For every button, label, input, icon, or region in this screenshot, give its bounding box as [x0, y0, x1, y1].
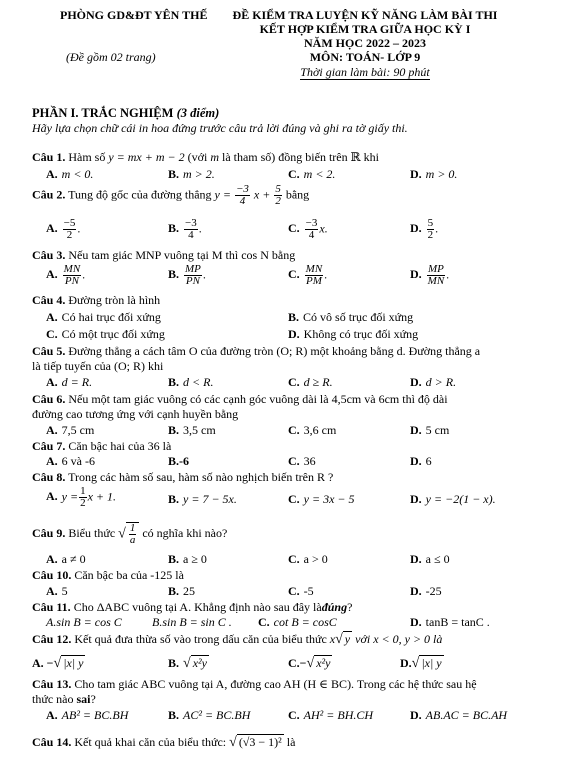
q2-option-d[interactable]: D. $\frac{5}{2}$ .	[410, 217, 439, 241]
q12-option-c[interactable]: C.−√ x²y	[288, 656, 331, 671]
q12-c-pre: C.−	[288, 656, 307, 670]
q2-f1-den: 4	[239, 195, 246, 207]
q3-b-frac	[184, 264, 202, 287]
q13-d-text: AB.AC = BC.AH	[425, 708, 508, 722]
q12-d-pre: D.	[400, 656, 412, 670]
q2-a-frac	[63, 218, 77, 241]
q12-b-radicand: x²y	[192, 656, 207, 670]
q7-a-text: 6 và -6	[61, 454, 95, 468]
q5-option-a[interactable]	[46, 375, 92, 390]
q14-text: Kết quả khai căn của biểu thức:	[74, 735, 227, 749]
q8-d-text: y = −2(1 − x).	[425, 492, 496, 506]
q11-a-text: A.sin B = cos C	[46, 615, 122, 629]
page-count-note: (Đề gồm 02 trang)	[66, 50, 156, 64]
q1-option-c[interactable]	[288, 167, 335, 182]
q3-option-d[interactable]: D. $\frac{MP}{MN}$ .	[410, 263, 450, 287]
q13-text-line2	[32, 692, 96, 707]
q12-expr-radicand: y	[344, 632, 351, 646]
q6-d-text: 5 cm	[425, 423, 450, 437]
q3-d-num: MP	[427, 263, 444, 275]
subject: MÔN: TOÁN- LỚP 9	[309, 50, 421, 64]
q9-c-text: a > 0	[303, 552, 328, 566]
q13-b-letter: B.	[168, 708, 180, 722]
q3-label: Câu 3.	[32, 248, 66, 262]
q13-option-c[interactable]	[288, 708, 373, 723]
q3-a-den: PN	[64, 275, 79, 287]
q2-option-a[interactable]: A. $\frac{-5}{2}$ .	[46, 217, 81, 241]
q8-option-a[interactable]	[46, 486, 116, 509]
q14-label: Câu 14.	[32, 735, 72, 749]
q3-option-b[interactable]: B. $\frac{MP}{PN}$ .	[168, 263, 206, 287]
q8-a-post: x + 1.	[87, 489, 117, 504]
q2-a-num: −5	[63, 217, 76, 229]
q10-option-b[interactable]	[168, 584, 195, 599]
q12-label: Câu 12.	[32, 632, 72, 646]
section-points: (3 điểm)	[176, 106, 220, 120]
q8-option-b[interactable]	[168, 492, 237, 507]
q12-a-pre: A. −	[32, 656, 54, 670]
q11-label: Câu 11.	[32, 600, 71, 614]
q5-d-letter: D.	[410, 375, 422, 389]
q3-text: Nếu tam giác MNP vuông tại M thì cos N bằng	[68, 248, 296, 262]
q7-c-text: 36	[303, 454, 316, 468]
q2-d-den: 2	[427, 229, 434, 241]
q1-c-letter: C.	[288, 167, 300, 181]
question-7	[32, 439, 171, 454]
school-department: PHÒNG GD&ĐT YÊN THẾ	[60, 8, 208, 22]
q13-c-text: AH² = BH.CH	[303, 708, 374, 722]
q8-a-frac	[79, 486, 87, 509]
q13-a-letter: A.	[46, 708, 58, 722]
q6-text-line2: đường cao tương ứng với cạnh huyền bằng	[32, 407, 239, 421]
q13-b-text: AC² = BC.BH	[183, 708, 251, 722]
q1-text3: là tham số) đồng biến trên ℝ khi	[221, 150, 379, 164]
q12-text2: với x < 0, y > 0 là	[355, 632, 443, 646]
q4-option-b[interactable]	[288, 310, 413, 325]
q3-b-den: PN	[185, 275, 200, 287]
q2-option-b[interactable]: B. $\frac{-3}{4}$ .	[168, 217, 202, 241]
q3-a-frac	[63, 264, 82, 287]
question-8	[32, 470, 333, 485]
q9-option-c[interactable]	[288, 552, 328, 567]
q2-fraction-2	[274, 184, 282, 207]
q2-c-frac	[305, 218, 319, 241]
q8-c-text: y = 3x − 5	[303, 492, 355, 506]
q5-option-c[interactable]	[288, 375, 333, 390]
q13-text2a: thức nào	[32, 692, 74, 706]
q12-c-radicand: x²y	[316, 656, 331, 670]
q3-d-den: MN	[427, 275, 445, 287]
q10-option-d[interactable]	[410, 584, 442, 599]
q5-label: Câu 5.	[32, 344, 66, 358]
q7-option-d[interactable]	[410, 454, 432, 469]
q6-b-letter: B.	[168, 423, 180, 437]
q7-d-letter: D.	[410, 454, 422, 468]
q5-c-text: d ≥ R.	[303, 375, 333, 389]
q1-text2: (với	[187, 150, 208, 164]
q13-a-text: AB² = BC.BH	[61, 708, 129, 722]
q8-a-pre: y =	[61, 489, 79, 504]
q4-b-text: Có vô số trục đối xứng	[303, 310, 414, 324]
q14-expr: (√3 − 1)²	[238, 735, 282, 749]
q1-option-a[interactable]	[46, 167, 93, 182]
q5-b-text: d < R.	[183, 375, 214, 389]
q11-option-c[interactable]	[258, 615, 337, 630]
q13-option-a[interactable]	[46, 708, 128, 723]
q9-a-letter: A.	[46, 552, 58, 566]
exam-title-line1: ĐỀ KIỂM TRA LUYỆN KỸ NĂNG LÀM BÀI THI	[232, 8, 498, 22]
q3-a-num: MN	[63, 263, 81, 275]
q9-rad-frac	[129, 523, 137, 546]
q3-a-letter: A.	[46, 267, 58, 282]
q8-text: Trong các hàm số sau, hàm số nào nghịch biến trên R ?	[68, 470, 334, 484]
q9-b-text: a ≥ 0	[183, 552, 207, 566]
q7-a-letter: A.	[46, 454, 58, 468]
q2-a-letter: A.	[46, 221, 58, 236]
q1-formula: y = mx + m − 2	[108, 150, 185, 164]
q2-d-num: 5	[427, 217, 434, 229]
q11-option-b[interactable]	[152, 615, 232, 630]
q2-fraction-1	[235, 184, 250, 207]
q2-text: Tung độ gốc của đường thẳng	[68, 187, 212, 202]
q9-radical: √ $\frac{1}{a}$	[118, 522, 139, 546]
q1-b-letter: B.	[168, 167, 180, 181]
q12-d-radicand: |x| y	[421, 656, 442, 670]
q11-option-a[interactable]	[46, 615, 122, 630]
q13-emphasis: sai	[76, 692, 91, 706]
q5-b-letter: B.	[168, 375, 180, 389]
q11-c-letter: C.	[258, 615, 270, 629]
q9-c-letter: C.	[288, 552, 300, 566]
q10-text: Căn bậc ba của -125 là	[74, 568, 184, 582]
q10-d-letter: D.	[410, 584, 422, 598]
q13-c-letter: C.	[288, 708, 300, 722]
question-12: Câu 12. Kết quả đưa thừa số vào trong dấu căn của biểu thức x√ y với x < 0, y > 0 là	[32, 632, 443, 647]
q3-option-a[interactable]: A. $\frac{MN}{PN}$ .	[46, 263, 86, 287]
question-9	[32, 522, 227, 546]
q3-d-frac	[427, 264, 446, 287]
q1-text: Hàm số	[68, 150, 106, 164]
q1-c-text: m < 2.	[303, 167, 336, 181]
q6-option-d[interactable]	[410, 423, 449, 438]
q3-option-c[interactable]: C. $\frac{MN}{PM}$ .	[288, 263, 328, 287]
q11-c-text: cot B = cosC	[273, 615, 337, 629]
q7-label: Câu 7.	[32, 439, 66, 453]
q8-a-num: 1	[80, 485, 86, 497]
q2-option-c[interactable]	[288, 218, 328, 241]
question-4	[32, 293, 160, 308]
q6-c-letter: C.	[288, 423, 300, 437]
q1-d-letter: D.	[410, 167, 422, 181]
q6-option-c[interactable]	[288, 423, 336, 438]
q6-a-text: 7,5 cm	[61, 423, 95, 437]
q6-c-text: 3,6 cm	[303, 423, 337, 437]
q2-f2-num: 5	[275, 183, 281, 195]
q12-text: Kết quả đưa thừa số vào trong dấu căn của biểu thức	[74, 632, 327, 646]
q11-emphasis: đúng	[321, 600, 348, 614]
q3-b-letter: B.	[168, 267, 180, 282]
q4-c-letter: C.	[46, 327, 58, 341]
q12-option-a[interactable]: A. −√ |x| y	[32, 656, 84, 671]
question-1	[32, 150, 379, 165]
q8-option-c[interactable]	[288, 492, 355, 507]
q4-a-letter: A.	[46, 310, 58, 324]
q2-text2: bằng	[285, 187, 310, 202]
q14-text2: là	[286, 735, 296, 749]
q11-b-text: B.sin B = sin C .	[152, 615, 232, 629]
q11-d-text: tanB = tanC .	[425, 615, 490, 629]
q8-b-letter: B.	[168, 492, 180, 506]
q9-label: Câu 9.	[32, 525, 66, 540]
q1-d-text: m > 0.	[425, 167, 458, 181]
q4-a-text: Có hai trục đối xứng	[61, 310, 161, 324]
question-3	[32, 248, 295, 263]
q1-m: m	[210, 150, 219, 164]
q9-option-d[interactable]	[410, 552, 450, 567]
q13-option-d[interactable]	[410, 708, 507, 723]
q4-b-letter: B.	[288, 310, 300, 324]
q7-c-letter: C.	[288, 454, 300, 468]
q3-b-num: MP	[185, 263, 201, 275]
q2-c-letter: C.	[288, 221, 300, 236]
q2-c-num: −3	[305, 217, 318, 229]
q2-d-letter: D.	[410, 221, 422, 236]
q9-d-letter: D.	[410, 552, 422, 566]
q9-option-a[interactable]	[46, 552, 86, 567]
q1-a-text: m < 0.	[61, 167, 94, 181]
q12-expr-x: x	[329, 632, 336, 646]
q13-d-letter: D.	[410, 708, 422, 722]
q4-d-text: Không có trục đối xứng	[303, 327, 419, 341]
q3-c-frac	[305, 264, 324, 287]
q10-b-letter: B.	[168, 584, 180, 598]
q10-c-letter: C.	[288, 584, 300, 598]
q2-f1-num: −3	[235, 183, 249, 195]
question-13	[32, 677, 477, 692]
q8-a-letter: A.	[46, 489, 58, 504]
q10-a-letter: A.	[46, 584, 58, 598]
q8-d-letter: D.	[410, 492, 422, 506]
q11-d-letter: D.	[410, 615, 422, 629]
exam-title-line2: KẾT HỢP KIỂM TRA GIỮA HỌC KỲ I	[259, 22, 471, 36]
q2-b-num: −3	[185, 217, 197, 229]
q2-c-den: 4	[308, 229, 315, 241]
q10-b-text: 25	[183, 584, 196, 598]
q3-c-letter: C.	[288, 267, 300, 282]
q5-d-text: d > R.	[425, 375, 457, 389]
q4-d-letter: D.	[288, 327, 300, 341]
q9-text2: có nghĩa khi nào?	[142, 525, 228, 540]
section-instruction: Hãy lựa chọn chữ cái in hoa đứng trước câu trả lời đúng và ghi ra tờ giấy thi.	[32, 121, 408, 135]
q9-a-text: a ≠ 0	[61, 552, 86, 566]
q4-option-c[interactable]	[46, 327, 165, 342]
q2-b-letter: B.	[168, 221, 180, 236]
q2-d-frac	[427, 218, 435, 241]
q1-a-letter: A.	[46, 167, 58, 181]
question-11	[32, 600, 352, 615]
duration-text: Thời gian làm bài: 90 phút	[300, 65, 430, 79]
q7-text: Căn bậc hai của 36 là	[68, 439, 172, 453]
q10-label: Câu 10.	[32, 568, 72, 582]
question-14: Câu 14. Kết quả khai căn của biểu thức: √ (√3 − 1)² là	[32, 735, 296, 750]
question-10	[32, 568, 184, 583]
q4-text: Đường tròn là hình	[68, 293, 161, 307]
q9-option-b[interactable]	[168, 552, 207, 567]
q7-option-c[interactable]	[288, 454, 316, 469]
q7-option-a[interactable]	[46, 454, 95, 469]
q2-mid: x +	[253, 187, 271, 202]
q2-label: Câu 2.	[32, 187, 66, 202]
q11-text2: ?	[347, 600, 353, 614]
section-title: PHẦN I. TRẮC NGHIỆM	[32, 106, 174, 120]
q2-c-x: x.	[319, 221, 328, 236]
question-2	[32, 184, 309, 207]
q6-d-letter: D.	[410, 423, 422, 437]
q8-c-letter: C.	[288, 492, 300, 506]
q10-option-c[interactable]	[288, 584, 314, 599]
q6-label: Câu 6.	[32, 392, 66, 406]
q9-b-letter: B.	[168, 552, 180, 566]
q5-option-b[interactable]	[168, 375, 213, 390]
q13-text2b: ?	[90, 692, 96, 706]
q13-option-b[interactable]	[168, 708, 250, 723]
q9-rad-num: 1	[129, 522, 136, 534]
q6-a-letter: A.	[46, 423, 58, 437]
q12-b-letter: B.	[168, 656, 180, 670]
q13-label: Câu 13.	[32, 677, 72, 691]
q5-a-letter: A.	[46, 375, 58, 389]
q8-b-text: y = 7 − 5x.	[183, 492, 237, 506]
q5-option-d[interactable]	[410, 375, 456, 390]
q8-option-d[interactable]	[410, 492, 496, 507]
q11-text: Cho ΔABC vuông tại A. Khẳng định nào sau đây là	[73, 600, 322, 614]
q3-c-num: MN	[305, 263, 323, 275]
q4-option-d[interactable]	[288, 327, 418, 342]
q12-option-d[interactable]: D.√ |x| y	[400, 656, 442, 671]
q5-c-letter: C.	[288, 375, 300, 389]
q1-b-text: m > 2.	[183, 167, 215, 181]
q4-option-a[interactable]	[46, 310, 161, 325]
q9-rad-den: a	[129, 534, 136, 546]
q2-f2-den: 2	[275, 195, 281, 207]
q5-text-line2: là tiếp tuyến của (O; R) khi	[32, 359, 164, 373]
q3-c-den: PM	[305, 275, 322, 287]
q3-d-letter: D.	[410, 267, 422, 282]
q2-a-den: 2	[66, 229, 73, 241]
q10-c-text: -5	[303, 584, 314, 598]
q6-option-b[interactable]	[168, 423, 216, 438]
section-heading	[32, 106, 219, 121]
question-5	[32, 344, 480, 359]
q2-y-eq: y =	[214, 187, 231, 202]
question-6	[32, 392, 448, 407]
q10-a-text: 5	[61, 584, 68, 598]
q8-label: Câu 8.	[32, 470, 66, 484]
q8-a-den: 2	[80, 497, 86, 509]
q1-option-d[interactable]	[410, 167, 457, 182]
q2-b-den: 4	[188, 229, 194, 241]
q12-option-b[interactable]: B. √ x²y	[168, 656, 207, 671]
q4-label: Câu 4.	[32, 293, 66, 307]
q2-b-frac	[184, 218, 198, 241]
q6-option-a[interactable]	[46, 423, 94, 438]
q5-a-text: d = R.	[61, 375, 93, 389]
q7-b-text: B.-6	[168, 454, 189, 468]
q7-d-text: 6	[425, 454, 432, 468]
q4-c-text: Có một trục đối xứng	[61, 327, 165, 341]
q9-text: Biểu thức	[68, 525, 116, 540]
q6-text: Nếu một tam giác vuông có các cạnh góc vuông dài là 4,5cm và 6cm thì độ dài	[68, 392, 448, 406]
duration	[200, 65, 530, 80]
q7-option-b[interactable]	[168, 454, 189, 469]
q13-text: Cho tam giác ABC vuông tại A, đường cao AH (H ∈ BC). Trong các hệ thức sau hệ	[74, 677, 477, 691]
q6-b-text: 3,5 cm	[183, 423, 216, 437]
q1-label: Câu 1.	[32, 150, 66, 164]
q10-option-a[interactable]	[46, 584, 68, 599]
q5-text: Đường thẳng a cách tâm O của đường tròn (O; R) một khoảng bằng d. Đường thẳng a	[68, 344, 481, 358]
q9-d-text: a ≤ 0	[425, 552, 450, 566]
q1-option-b[interactable]	[168, 167, 215, 182]
q11-option-d[interactable]	[410, 615, 490, 630]
q10-d-text: -25	[425, 584, 442, 598]
school-year: NĂM HỌC 2022 – 2023	[304, 36, 426, 50]
q12-a-radicand: |x| y	[63, 656, 84, 670]
